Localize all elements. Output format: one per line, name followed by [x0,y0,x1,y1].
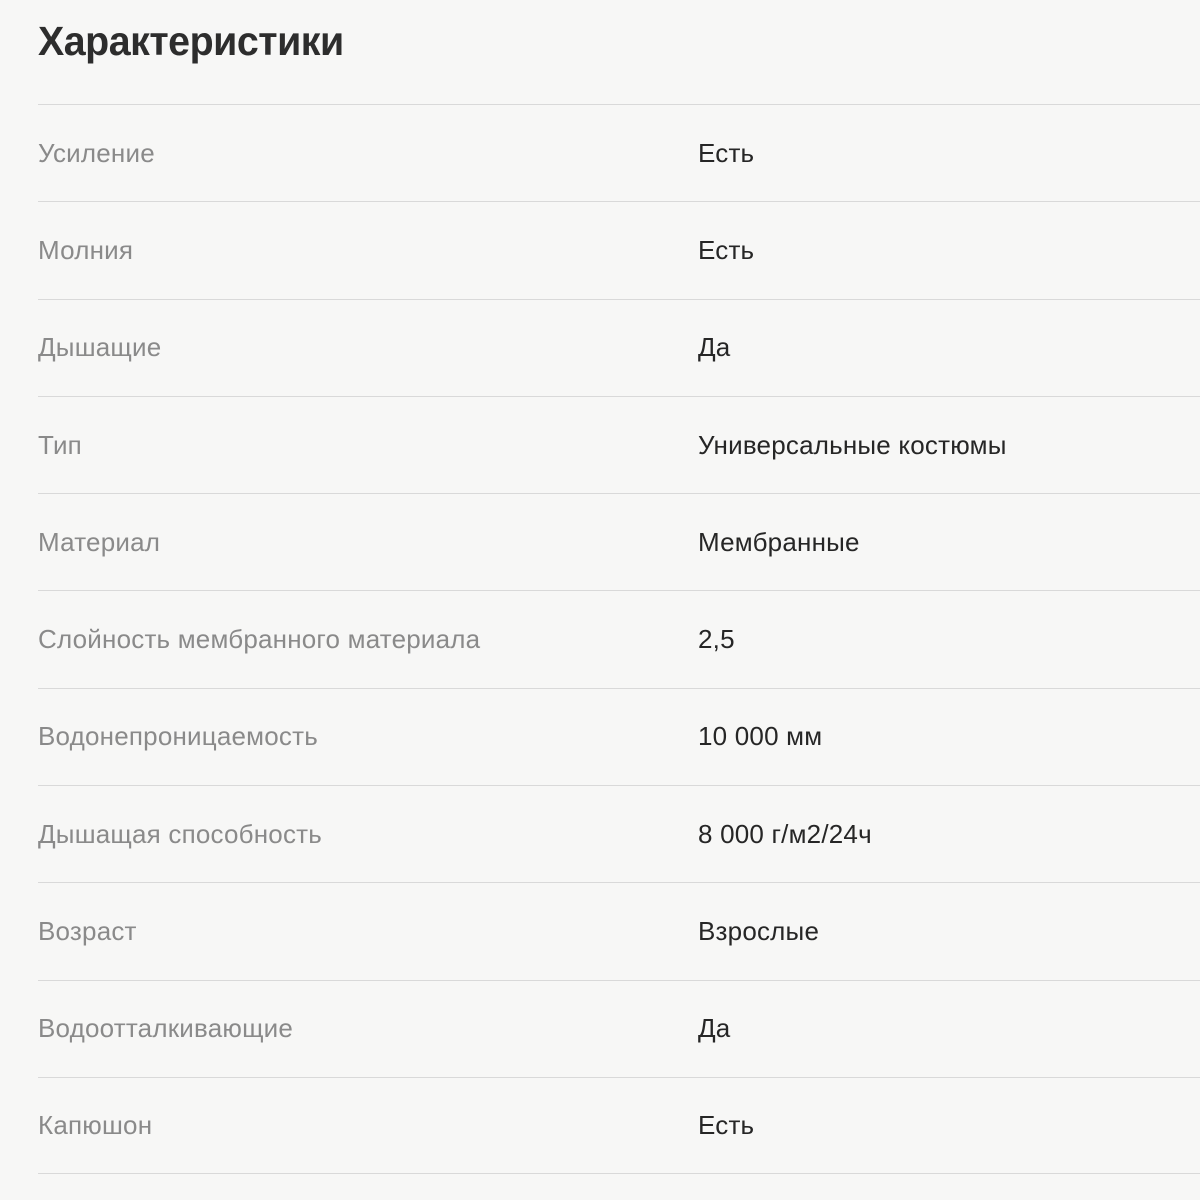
spec-label: Дышащая способность [38,818,323,849]
spec-value: Универсальные костюмы [698,429,1007,460]
spec-value: Взрослые [698,916,820,947]
spec-value: 8 000 г/м2/24ч [698,818,872,849]
spec-label: Дышащие [38,332,162,363]
spec-row [38,396,1200,493]
spec-value: 10 000 мм [698,721,823,752]
spec-row [38,785,1200,882]
spec-row [38,882,1200,979]
spec-value: Есть [698,234,755,265]
spec-value: Есть [698,1110,755,1141]
spec-row [38,493,1200,590]
spec-row [38,688,1200,785]
spec-label: Тип [38,429,82,460]
spec-label: Молния [38,234,134,265]
spec-label: Капюшон [38,1110,153,1141]
spec-value: 2,5 [698,624,735,655]
spec-value: Есть [698,137,755,168]
specifications-table [38,104,1200,1174]
spec-label: Водоотталкивающие [38,1013,294,1044]
specifications-section-title: Характеристики [38,18,344,64]
spec-row [38,980,1200,1077]
spec-value: Мембранные [698,526,860,557]
spec-label: Водонепроницаемость [38,721,318,752]
spec-row [38,104,1200,201]
spec-label: Материал [38,526,161,557]
spec-row [38,299,1200,396]
spec-value: Да [698,332,731,363]
spec-label: Возраст [38,916,137,947]
spec-row [38,590,1200,687]
spec-row [38,201,1200,298]
spec-label: Слойность мембранного материала [38,624,481,655]
spec-row [38,1077,1200,1174]
spec-label: Усиление [38,137,155,168]
spec-value: Да [698,1013,731,1044]
